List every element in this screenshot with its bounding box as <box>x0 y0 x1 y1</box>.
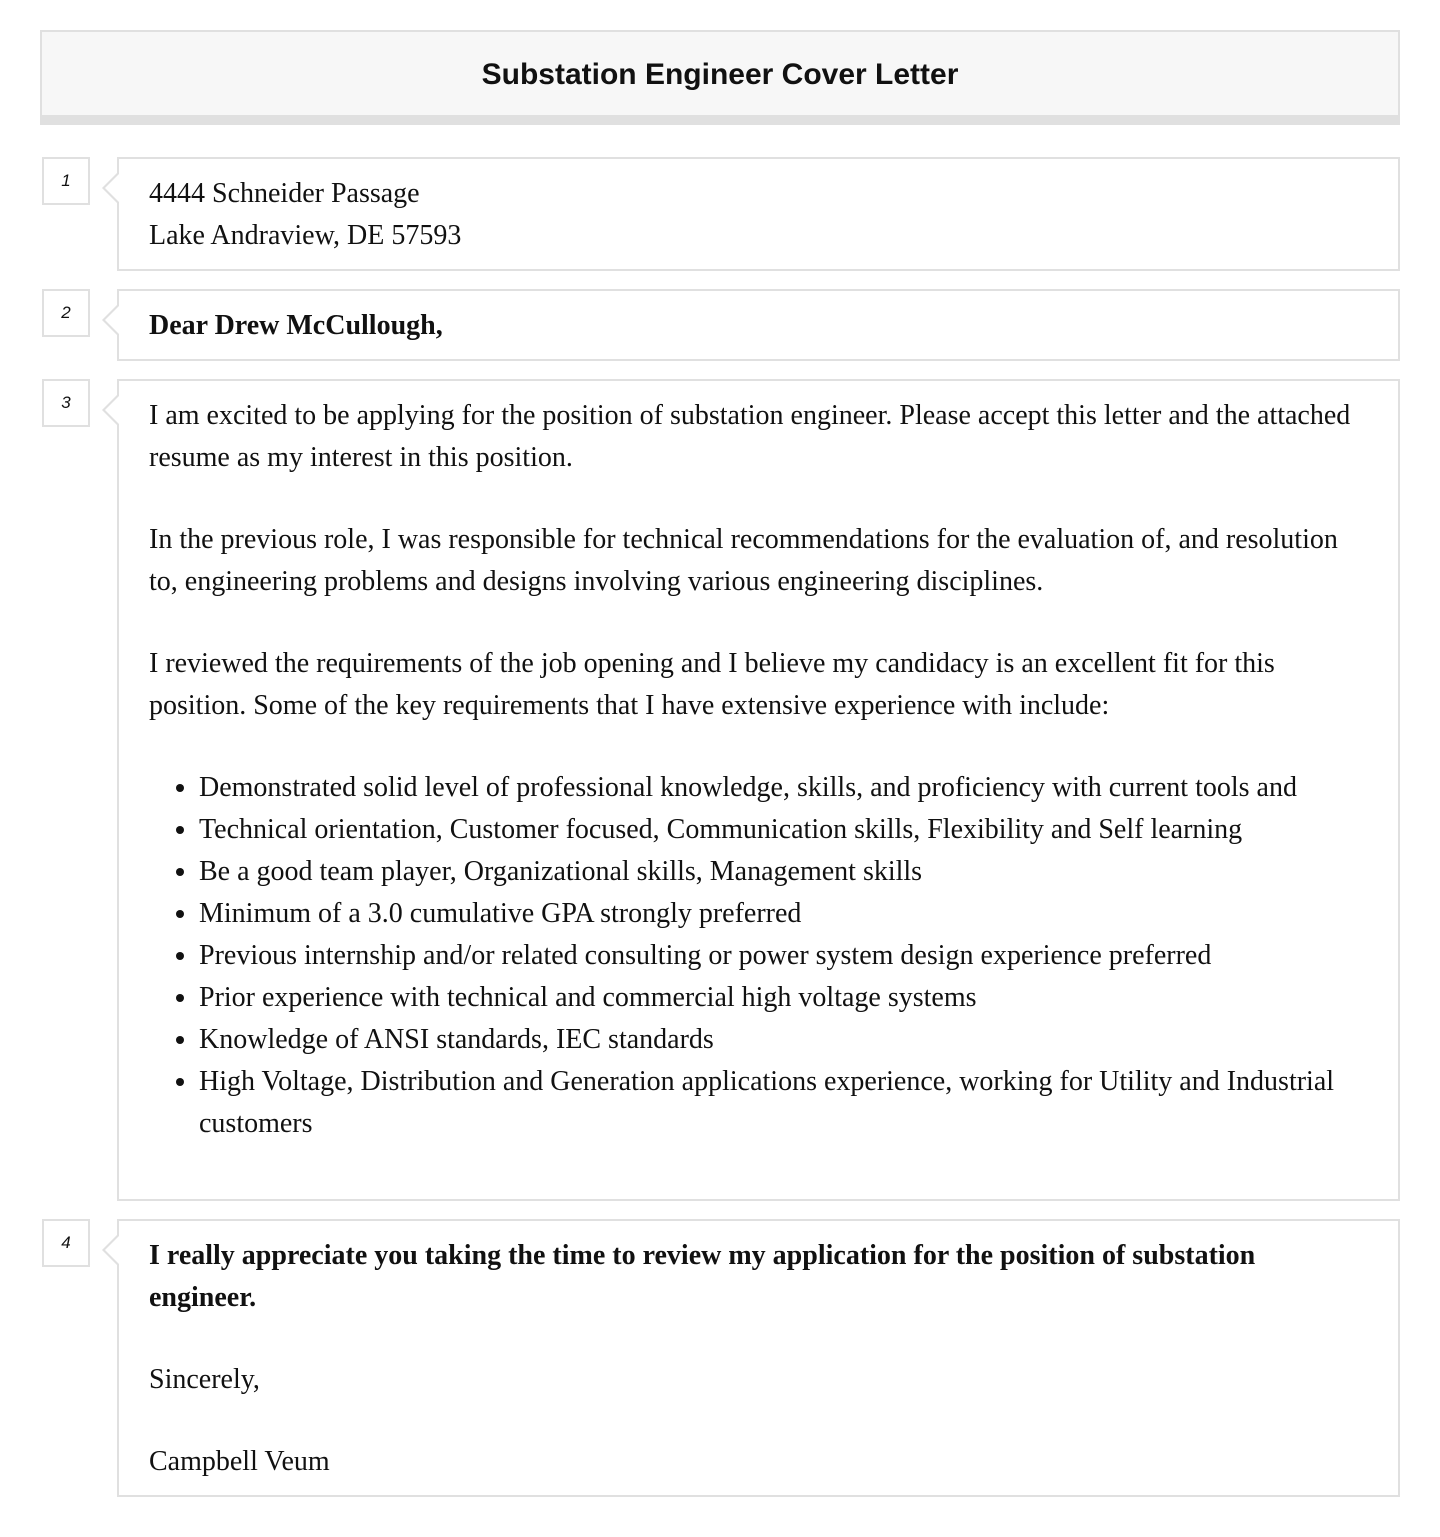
address-card <box>117 157 1400 271</box>
closing-card <box>117 1219 1400 1497</box>
list-item: • Technical orientation, Customer focused, Communication skills, Flexibility and Self learning <box>199 809 1368 851</box>
section-number: 3 <box>42 379 90 427</box>
closing-statement: I really appreciate you taking the time to review my application for the position of substation engineer. <box>149 1240 1256 1313</box>
section-number: 4 <box>42 1219 90 1267</box>
list-item: • Prior experience with technical and commercial high voltage systems <box>199 977 1368 1019</box>
list-item: • Be a good team player, Organizational skills, Management skills <box>199 851 1368 893</box>
list-item: • Minimum of a 3.0 cumulative GPA strongly preferred <box>199 893 1368 935</box>
sign-off: Sincerely, <box>149 1364 260 1395</box>
address-line-1: 4444 Schneider Passage <box>149 178 420 209</box>
header-underline <box>40 115 1400 125</box>
pointer-arrow-icon <box>102 303 119 337</box>
salutation-card <box>117 289 1400 361</box>
list-item: • High Voltage, Distribution and Generation applications experience, working for Utility and Industrial customers <box>199 1061 1368 1145</box>
page-title: Substation Engineer Cover Letter <box>481 57 959 91</box>
pointer-arrow-icon <box>102 1233 119 1267</box>
signature: Campbell Veum <box>149 1446 330 1477</box>
address-line-2: Lake Andraview, DE 57593 <box>149 220 462 251</box>
body-paragraph-2: In the previous role, I was responsible for technical recommendations for the evaluation of, and resolution to, engineering problems and designs involving various engineering disciplines. <box>149 524 1338 597</box>
salutation: Dear Drew McCullough, <box>149 310 443 341</box>
body-card <box>117 379 1400 1201</box>
list-item: • Demonstrated solid level of professional knowledge, skills, and proficiency with current tools and <box>199 767 1368 809</box>
pointer-arrow-icon <box>102 171 119 205</box>
section-number: 2 <box>42 289 90 337</box>
requirements-list <box>149 767 1368 1145</box>
header-panel <box>40 30 1400 117</box>
body-paragraph-3: I reviewed the requirements of the job opening and I believe my candidacy is an excellent fit for this position. Some of the key requirements that I have extensive experience with include: <box>149 648 1275 721</box>
list-item: • Knowledge of ANSI standards, IEC standards <box>199 1019 1368 1061</box>
body-paragraph-1: I am excited to be applying for the position of substation engineer. Please accept this letter and the attached resume as my interest in this position. <box>149 400 1351 473</box>
pointer-arrow-icon <box>102 393 119 427</box>
page-header <box>40 30 1400 125</box>
section-number: 1 <box>42 157 90 205</box>
list-item: • Previous internship and/or related consulting or power system design experience preferred <box>199 935 1368 977</box>
